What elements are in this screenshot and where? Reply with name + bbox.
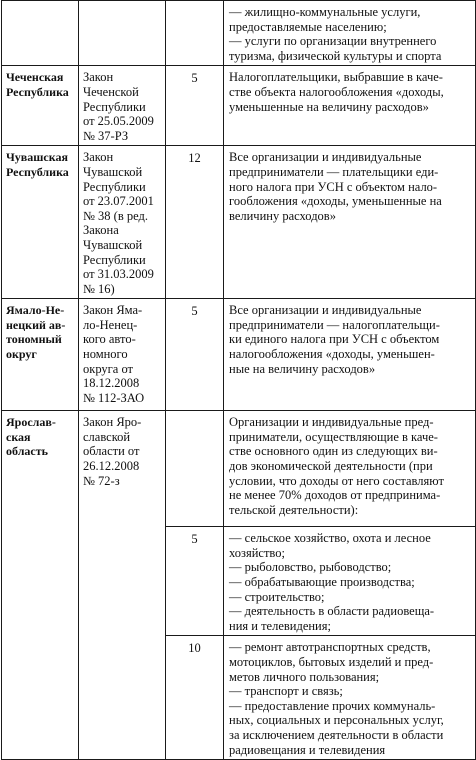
region-cell: [2, 411, 79, 760]
text-line: налогообложения «доходы, уменьшен-: [229, 347, 435, 362]
text-line: № 38 (в ред.: [83, 208, 148, 223]
text-line: Республики: [83, 179, 146, 194]
region-cell: [2, 1, 79, 66]
text-line: ных, социальных и персональных услуг,: [229, 713, 444, 728]
text-line: Республика: [6, 164, 69, 179]
text-line: приниматели, осуществляющие в каче-: [229, 429, 438, 444]
category-cell: [224, 527, 476, 636]
region-cell: [2, 146, 79, 299]
text-line: Все организации и индивидуальные: [229, 150, 422, 165]
table-row: [2, 1, 476, 66]
text-line: Закон: [83, 70, 114, 85]
category-cell: [224, 66, 476, 146]
text-line: дов экономической деятельности (при: [229, 459, 433, 474]
text-line: за исключением деятельности в области: [229, 728, 444, 742]
text-line: гообложения «доходы, уменьшенные на: [229, 194, 442, 209]
rate-cell: 5: [166, 66, 224, 146]
text-line: славской: [83, 429, 131, 444]
law-cell: [79, 66, 166, 146]
rate-cell: [166, 411, 224, 527]
text-line: предоставляемые населению;: [229, 19, 387, 34]
text-line: — жилищно-коммунальные услуги,: [229, 5, 421, 19]
text-line: — предоставление прочих коммуналь-: [229, 698, 436, 713]
text-line: Республики: [83, 252, 146, 267]
text-line: величину расходов»: [229, 208, 336, 223]
text-line: туризма, физической культуры и спорта: [229, 48, 442, 63]
text-line: стве объекта налогообложения «доходы,: [229, 84, 444, 99]
text-line: — сельское хозяйство, охота и лесное: [229, 531, 431, 546]
rate-cell: 12: [166, 146, 224, 299]
text-line: — обрабатывающие производства;: [229, 575, 415, 590]
text-line: ного налога при УСН с объектом нало-: [229, 179, 438, 194]
table-row-chuvash: [2, 146, 476, 299]
text-line: от 23.07.2001: [83, 194, 154, 209]
text-line: метов личного пользования;: [229, 669, 380, 684]
text-line: Чеченская: [6, 70, 64, 85]
text-line: от 31.03.2009: [83, 267, 154, 282]
text-line: мотоциклов, бытовых изделий и пред-: [229, 655, 434, 670]
text-line: округа от: [83, 361, 134, 376]
text-line: предприниматели — налогоплательщи-: [229, 317, 440, 332]
text-line: округ: [6, 346, 37, 361]
text-line: Все организации и индивидуальные: [229, 303, 422, 318]
text-line: предприниматели — плательщики еди-: [229, 164, 439, 179]
text-line: Республики: [83, 99, 146, 114]
law-cell: [79, 146, 166, 299]
text-line: — рыболовство, рыбоводство;: [229, 560, 392, 575]
text-line: Закон Яро-: [83, 415, 142, 430]
text-line: ская: [6, 429, 31, 444]
text-line: Чувашской: [83, 164, 143, 179]
text-line: Ямало-Не-: [6, 303, 65, 318]
table-row-yamal: [2, 299, 476, 411]
text-line: не менее 70% доходов от предпринима-: [229, 488, 441, 503]
text-line: хозяйство;: [229, 545, 285, 560]
text-line: № 112-ЗАО: [83, 390, 145, 405]
law-cell: [79, 299, 166, 411]
text-line: 26.12.2008: [83, 459, 140, 474]
text-line: уменьшенные на величину расходов»: [229, 99, 429, 114]
table-row-yaroslavl: [2, 411, 476, 527]
text-line: стве основного один из следующих ви-: [229, 444, 438, 459]
text-line: Чувашская: [6, 150, 68, 165]
text-line: Закона: [83, 223, 119, 238]
text-line: кого авто-: [83, 332, 136, 347]
text-line: область: [6, 444, 48, 459]
text-line: тельской деятельности):: [229, 502, 359, 517]
text-line: 18.12.2008: [83, 376, 140, 391]
text-line: — транспорт и связь;: [229, 684, 343, 699]
text-line: № 72-з: [83, 473, 120, 488]
text-line: Закон Яма-: [83, 303, 143, 318]
text-line: — услуги по организации внутреннего: [229, 34, 437, 49]
region-cell: [2, 66, 79, 146]
text-line: ные на величину расходов»: [229, 361, 376, 376]
text-line: Организации и индивидуальные пред-: [229, 415, 434, 430]
text-line: № 16): [83, 281, 115, 296]
rate-cell: 5: [166, 299, 224, 411]
text-line: области от: [83, 444, 140, 459]
law-cell: [79, 1, 166, 66]
tax-rates-table: [1, 0, 476, 760]
category-cell: [224, 299, 476, 411]
text-line: условии, что доходы от него составляют: [229, 473, 444, 488]
law-cell: [79, 411, 166, 760]
text-line: ния и телевидения;: [229, 618, 331, 633]
text-line: — строительство;: [229, 589, 325, 604]
text-line: от 25.05.2009: [83, 114, 154, 129]
category-cell: [224, 1, 476, 66]
text-line: ки единого налога при УСН с объектом: [229, 332, 440, 347]
category-cell: [224, 411, 476, 527]
category-cell: [224, 636, 476, 760]
text-line: номного: [83, 347, 128, 362]
table-row-chechen: [2, 66, 476, 146]
text-line: Ярослав-: [6, 415, 56, 430]
text-line: Закон: [83, 150, 114, 165]
text-line: тономный: [6, 332, 62, 347]
rate-cell: 10: [166, 636, 224, 760]
region-cell: [2, 299, 79, 411]
rate-cell: [166, 1, 224, 66]
text-line: — ремонт автотранспортных средств,: [229, 640, 431, 655]
text-line: Чеченской: [83, 84, 139, 99]
text-line: № 37-РЗ: [83, 128, 129, 143]
text-line: — деятельность в области радиовеща-: [229, 604, 435, 619]
text-line: Налогоплательщики, выбравшие в каче-: [229, 70, 443, 85]
text-line: радиовещания и телевидения: [229, 742, 386, 757]
category-cell: [224, 146, 476, 299]
text-line: Республика: [6, 84, 69, 99]
text-line: ло-Ненец-: [83, 317, 138, 332]
text-line: Чувашской: [83, 237, 143, 252]
rate-cell: 5: [166, 527, 224, 636]
text-line: нецкий ав-: [6, 317, 66, 332]
